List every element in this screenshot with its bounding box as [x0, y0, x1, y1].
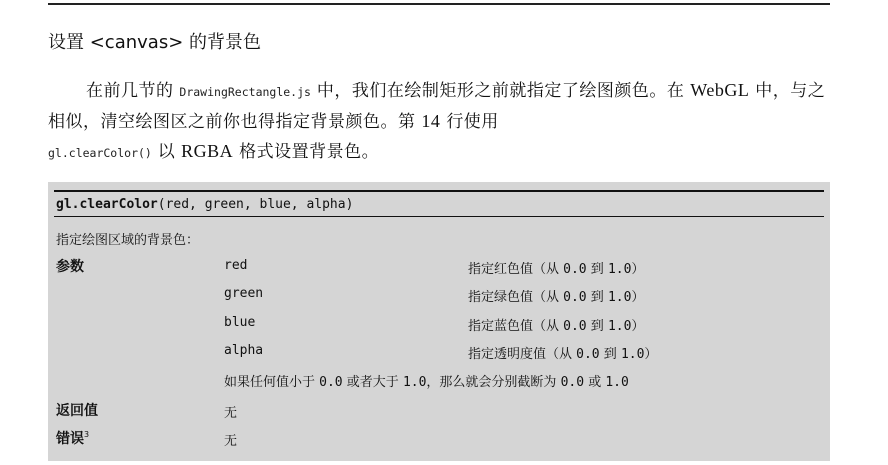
param-name-red: red: [224, 258, 248, 273]
param-name-green: green: [224, 286, 264, 301]
param-name-alpha: alpha: [224, 343, 264, 358]
code-clear-color: gl.clearColor(): [48, 146, 152, 160]
params-label: 参数: [56, 259, 84, 275]
function-description: 指定绘图区域的背景色：: [56, 233, 200, 248]
param-desc-alpha: 指定透明度值（从 0.0 到 1.0）: [468, 347, 658, 362]
footnote-marker: 3: [84, 430, 90, 439]
signature-divider: [54, 216, 824, 217]
api-reference-box: [48, 182, 830, 461]
errors-value: 无: [224, 434, 238, 449]
box-top-rule: [54, 190, 824, 192]
return-value: 无: [224, 406, 238, 421]
para-text-7: 格式设置背景色。: [239, 142, 380, 162]
para-text-5: 行使用: [446, 112, 499, 132]
param-desc-green: 指定绿色值（从 0.0 到 1.0）: [468, 290, 645, 305]
param-desc-blue: 指定蓝色值（从 0.0 到 1.0）: [468, 319, 645, 334]
code-drawing-rectangle: DrawingRectangle.js: [179, 85, 311, 99]
para-text-3: 色。在: [631, 81, 685, 101]
function-name: gl.clearColor: [56, 197, 158, 212]
function-args: (red, green, blue, alpha): [157, 197, 354, 212]
errors-label: 错误$^3$: [56, 430, 90, 447]
top-rule: [48, 3, 830, 5]
para-webgl: WebGL: [690, 80, 750, 100]
function-signature: [56, 197, 353, 212]
para-rgba: RGBA: [181, 141, 234, 161]
para-text-6: 以: [157, 142, 176, 162]
section-heading: 设置 <canvas> 的背景色: [48, 32, 262, 53]
return-label: 返回值: [56, 403, 98, 419]
para-line-number: 14: [421, 111, 441, 131]
para-text-4: 中，与之相似，清空绘图区之前你也得指定背景颜色。第: [48, 81, 826, 132]
param-desc-red: 指定红色值（从 0.0 到 1.0）: [468, 262, 645, 277]
param-name-blue: blue: [224, 315, 256, 330]
para-text-1: 在前几节的: [86, 81, 174, 101]
clamp-note: 如果任何值小于 0.0 或者大于 1.0，那么就会分别截断为 0.0 或 1.0: [224, 375, 629, 390]
para-text-2: 中，我们在绘制矩形之前就指定了绘图颜: [316, 81, 632, 101]
body-paragraph: [48, 76, 830, 168]
